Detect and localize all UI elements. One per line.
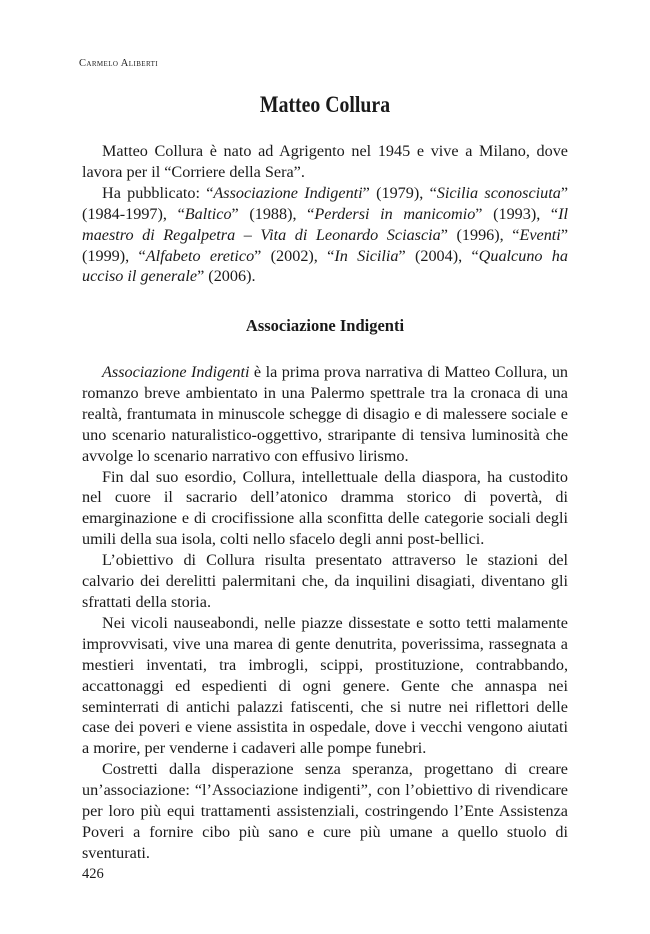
section-paragraph-3: L’obiettivo di Collura risulta presentato attraverso le stazioni del calvario dei derelitti palermitani che, da inquilini disagiati, diventano gli sfrattati della storia. xyxy=(82,551,568,611)
intro-paragraph-1: Matteo Collura è nato ad Agrigento nel 1945 e vive a Milano, dove lavora per il “Corriere della Sera”. xyxy=(82,142,568,181)
chapter-title: Matteo Collura xyxy=(259,92,391,117)
publication-title: Qualcuno ha ucciso il generale xyxy=(82,246,568,286)
publication-text: ” (1996), “ xyxy=(440,225,520,244)
publication-text: ” (1979), “ xyxy=(362,183,437,202)
publication-title: Perdersi in manicomio xyxy=(314,204,476,223)
paragraph-text: è la prima prova narrativa di Matteo Collura, un romanzo breve ambientato in una Palermo spettrale tra la cronaca di una realtà, frantumata in minuscole schegge di disagio e di malessere sociale e uno scenario naturalistico-oggettivo, straripante di tensiva luminosità che avvolge lo scenario narrativo con effusivo lirismo. xyxy=(82,363,569,465)
publication-text: ” (1999), “ xyxy=(82,225,568,265)
section-paragraph-1 xyxy=(82,362,568,467)
publication-text: ” (2002), “ xyxy=(254,246,335,265)
publication-title: Associazione Indigenti xyxy=(213,183,363,202)
intro-text xyxy=(82,141,568,287)
section-paragraph-5: Costretti dalla disperazione senza speranza, progettano di creare un’associazione: “l’Associazione indigenti”, con l’obiettivo di rivendicare per loro più equi trattamenti assistenziali, costringendo l’Ente Assistenza Poveri a fornire cibo più sano e cure più umane a quello stuolo di sventurati. xyxy=(82,760,568,862)
publication-text: ” (2006). xyxy=(197,267,256,286)
publication-text: ” (1988), “ xyxy=(231,204,315,223)
publication-text: ” (1993), “ xyxy=(475,204,559,223)
publication-text: ” (1984-1997), “ xyxy=(82,183,569,223)
intro-paragraph-2 xyxy=(82,183,568,288)
section-paragraph-4: Nei vicoli nauseabondi, nelle piazze dissestate e sotto tetti malamente improvvisati, vive una marea di gente denutrita, poverissima, rassegnata a mestieri inventati, tra imbrogli, scippi, prostituzione, contrabbando, accattonaggi ed espedienti di ogni genere. Gente che annaspa nei seminterrati di antichi palazzi fatiscenti, che si nutre nei riflettori delle case dei poveri e viene assistita in ospedale, dove i vecchi vengono aiutati a morire, per venderne i cadaveri alle pompe funebri. xyxy=(82,613,568,758)
section-paragraph-2: Fin dal suo esordio, Collura, intellettuale della diaspora, ha custodito nel cuore il sacrario dell’atonico dramma storico di povertà, di emarginazione e di crocifissione alla sconfitta delle categorie sociali degli umili della sua isola, colti nello sfacelo degli anni post-bellici. xyxy=(82,467,568,549)
publication-text: ” (2004), “ xyxy=(398,246,479,265)
book-title-italic: Associazione Indigenti xyxy=(102,363,250,381)
publication-title: Il maestro di Regalpetra – Vita di Leonardo Sciascia xyxy=(82,204,569,244)
publication-title: Baltico xyxy=(184,204,232,223)
section-body xyxy=(82,362,568,864)
running-head: Carmelo Aliberti xyxy=(79,58,158,69)
section-title: Associazione Indigenti xyxy=(245,316,405,335)
publication-text: Ha pubblicato: “ xyxy=(102,183,214,202)
publication-title: Alfabeto eretico xyxy=(145,246,255,265)
publication-title: Sicilia sconosciuta xyxy=(436,183,561,202)
publication-title: Eventi xyxy=(519,225,561,244)
page-number: 426 xyxy=(82,866,104,882)
publication-title: In Sicilia xyxy=(334,246,399,265)
